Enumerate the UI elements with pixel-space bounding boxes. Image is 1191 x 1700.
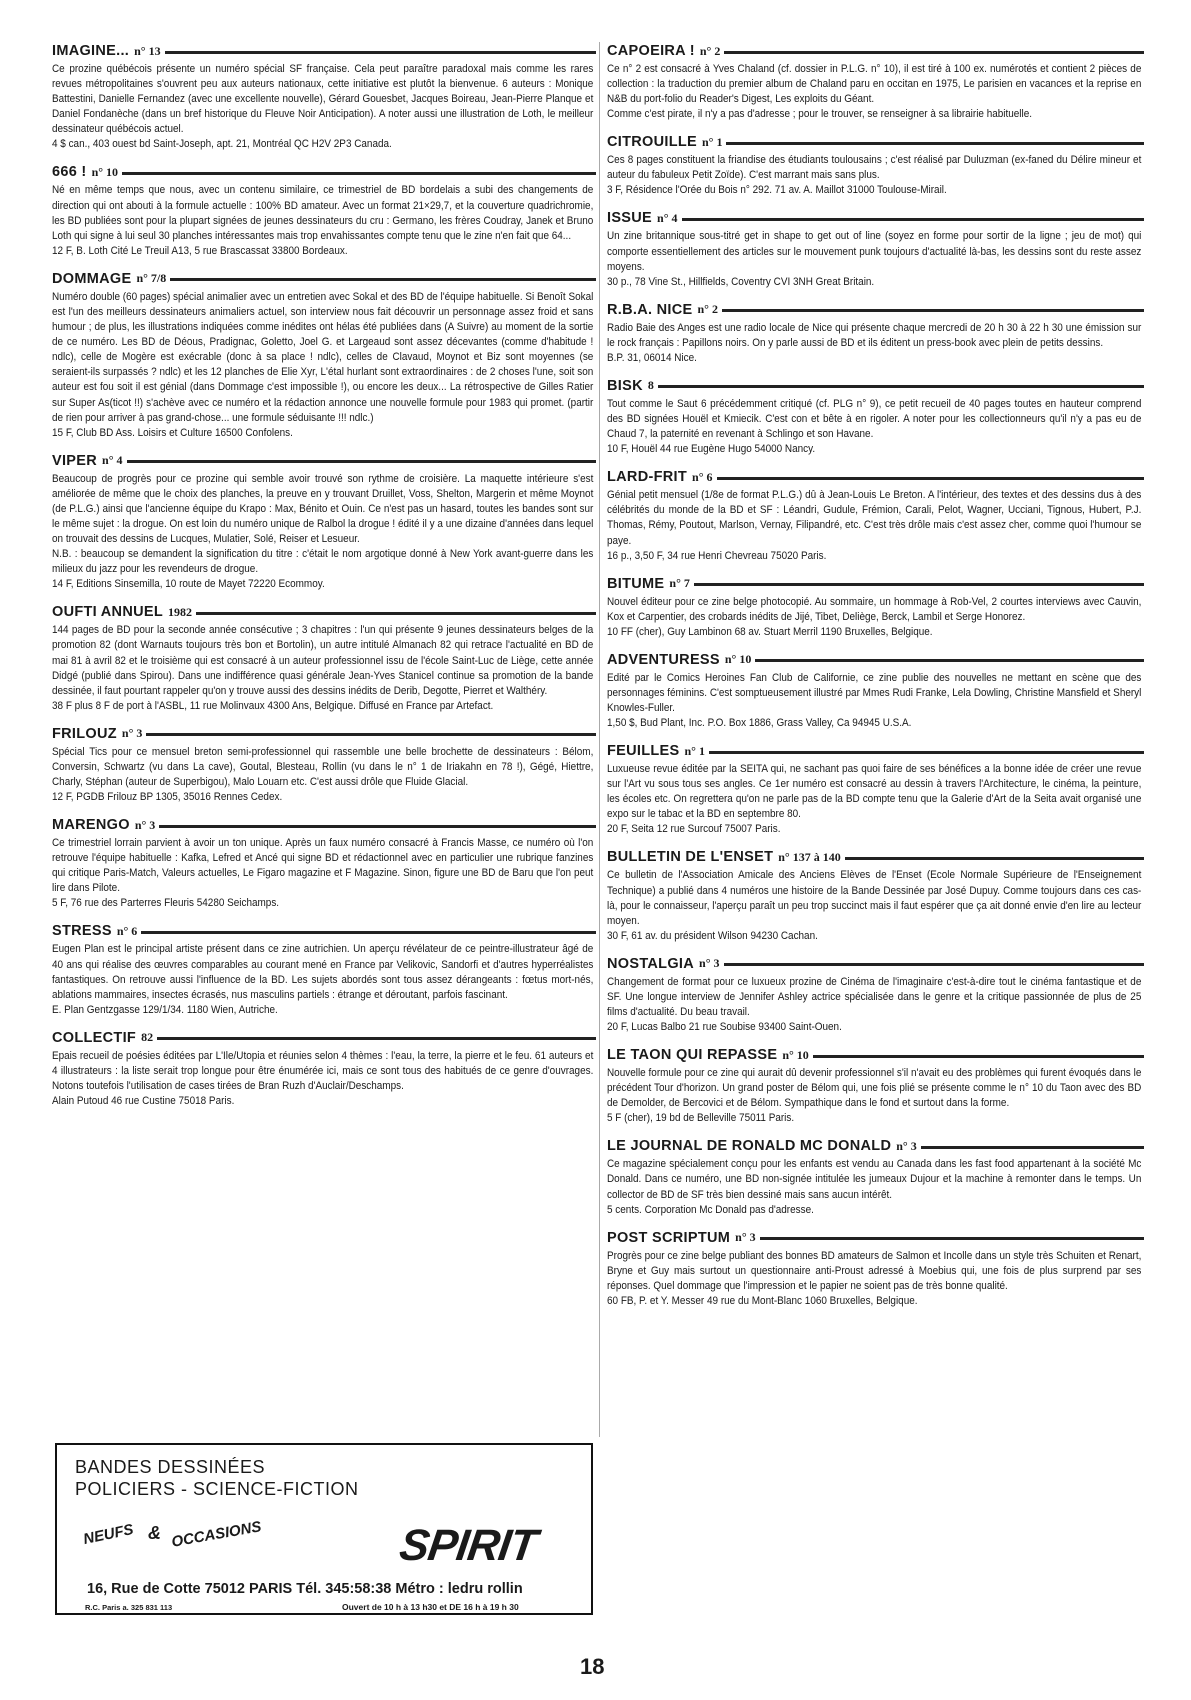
review-body	[607, 488, 1141, 548]
heading-rule	[694, 583, 1144, 586]
review-issue-number: n° 10	[782, 1047, 809, 1062]
heading-rule	[813, 1055, 1144, 1058]
review-entry	[52, 268, 596, 441]
review-body	[52, 1049, 593, 1094]
review-entry	[607, 466, 1144, 563]
review-heading	[607, 1135, 1144, 1157]
review-text: Ce n° 2 est consacré à Yves Chaland (cf. dossier in P.L.G. n° 10), il est tiré à 100 ex. numérotés et contient 2 pièces de collection : la traduction du premier album de Chaland paru en occitan en 1975, Le parisien en vacances et la reprise en N&B du port-folio du Reader's Digest, Les exploits du Géant.	[607, 63, 1142, 106]
ad-neufs: NEUFS	[81, 1520, 136, 1549]
review-text: Epais recueil de poésies éditées par L'Ile/Utopia et réunies selon 4 thèmes : l'eau, la terre, la pierre et le feu. 61 auteurs et 4 illustrateurs : la liste serait trop longue pour être énumérée ici, mais ce sont tous des habitués de ce genre d'ouvrages. Notons toutefois l'utilisation de cases tirées de Bran Ruzh d'Auclair/Deschamps.	[52, 1049, 594, 1093]
heading-rule	[146, 733, 596, 736]
review-heading	[607, 466, 1144, 488]
review-address: E. Plan Gentzgasse 129/1/34. 1180 Wien, Autriche.	[52, 1003, 278, 1016]
review-body	[607, 1249, 1141, 1294]
left-column	[52, 40, 596, 1118]
review-address: 10 F, Houël 44 rue Eugène Hugo 54000 Nancy.	[607, 443, 816, 456]
review-heading	[52, 268, 596, 290]
heading-rule	[722, 309, 1144, 312]
heading-rule	[726, 142, 1144, 145]
heading-rule	[921, 1146, 1144, 1149]
review-address: 20 F, Seita 12 rue Surcouf 75007 Paris.	[607, 823, 781, 836]
review-heading	[52, 920, 596, 942]
heading-rule	[724, 963, 1145, 966]
review-issue-number: n° 2	[699, 43, 721, 58]
review-body	[52, 472, 593, 578]
spirit-advertisement	[55, 1443, 593, 1615]
right-column	[607, 40, 1144, 1318]
review-text: Changement de format pour ce luxueux prozine de Cinéma de l'imaginaire c'est-à-dire tout le cinéma fantastique et de SF. Une longue interview de Jennifer Ashley actrice spécialisée dans le genre et la critique passionnée de plus de 25 films d'actualité. Du beau travail.	[607, 975, 1142, 1018]
review-text: Luxueuse revue éditée par la SEITA qui, ne sachant pas quoi faire de ses bénéfices a la bonne idée de créer une revue sur l'Art vu sous tous ses angles. Ce 1er numéro est consacré au dessin à travers l'Architecture, le cinéma, la peinture, les écoles etc. On regrettera qu'on ne parle pas de la BD compte tenu que la Galerie d'Art de la Seita avait organisé une expo sur le tabac et la BD en septembre 80.	[607, 763, 1142, 821]
review-address: 30 F, 61 av. du président Wilson 94230 Cachan.	[607, 929, 818, 942]
review-body	[607, 762, 1141, 822]
review-text: Nouvelle formule pour ce zine qui aurait dû devenir professionnel s'il n'avait eu des problèmes qui furent évoqués dans le précédent Tour d'horizon. Un grand poster de Bélom qui, une fois plié se présente comme le n° 10 du Taon avec des BD de Demolder, de Bercovici et de Bélom. Sympathique dans le fond et surtout dans la forme.	[607, 1067, 1142, 1110]
heading-rule	[141, 931, 596, 934]
ad-line-2: POLICIERS - SCIENCE-FICTION	[75, 1479, 359, 1499]
review-address: 3 F, Résidence l'Orée du Bois n° 292. 71 av. A. Maillot 31000 Toulouse-Mirail.	[607, 184, 947, 197]
heading-rule	[724, 51, 1144, 54]
review-body	[607, 229, 1141, 274]
review-address: Alain Putoud 46 rue Custine 75018 Paris.	[52, 1095, 235, 1108]
ad-hours: Ouvert de 10 h à 13 h30 et DE 16 h à 19 h 30	[342, 1602, 519, 1612]
review-text: Ce trimestriel lorrain parvient à avoir un ton unique. Après un faux numéro consacré à Francis Masse, ce numéro où l'on retrouve l'équipe habituelle : Kafka, Lefred et Ancé qui signe BD et rédactionnel avec en particulier une rubrique fanzines qui critique Paris-Match, Valeurs actuelles, Le Figaro magazine et F Magazine. Sinon, figure une BD de Baru que l'on peut lire dans Pilote.	[52, 837, 594, 895]
review-entry	[607, 207, 1144, 289]
heading-rule	[760, 1237, 1144, 1240]
review-heading	[607, 40, 1144, 62]
review-issue-number: n° 4	[657, 210, 678, 225]
review-address: 12 F, PGDB Frilouz BP 1305, 35016 Rennes Cedex.	[52, 791, 283, 804]
review-heading	[52, 814, 596, 836]
review-heading	[52, 601, 596, 623]
review-title: R.B.A. NICE	[607, 301, 693, 318]
review-body	[52, 183, 593, 243]
review-address: 30 p., 78 Vine St., Hillfields, Coventry CVI 3NH Great Britain.	[607, 275, 875, 288]
review-entry	[52, 450, 596, 593]
review-entry	[52, 601, 596, 713]
review-entry	[607, 299, 1144, 366]
review-heading	[52, 161, 596, 183]
review-issue-number: n° 10	[91, 164, 119, 179]
review-body	[607, 153, 1141, 183]
page-number: 18	[580, 1654, 605, 1679]
review-title: LARD-FRIT	[607, 469, 688, 486]
review-title: ISSUE	[607, 210, 653, 227]
review-entry	[607, 649, 1144, 731]
review-heading	[607, 1227, 1144, 1249]
heading-rule	[159, 825, 596, 828]
review-address: 4 $ can., 403 ouest bd Saint-Joseph, apt. 21, Montréal QC H2V 2P3 Canada.	[52, 138, 392, 151]
review-title: LE TAON QUI REPASSE	[607, 1047, 778, 1064]
review-body	[607, 1157, 1141, 1202]
review-title: NOSTALGIA	[607, 955, 695, 972]
review-body	[607, 1066, 1141, 1111]
review-entry	[52, 723, 596, 805]
review-body	[607, 62, 1141, 107]
review-heading	[607, 953, 1144, 975]
review-address: 5 cents. Corporation Mc Donald pas d'adresse.	[607, 1203, 814, 1216]
review-note: N.B. : beaucoup se demandent la signification du titre : c'était le nom argotique donné à New York avant-guerre dans les milieux du jazz pour les revendeurs de drogue.	[52, 548, 594, 576]
review-entry	[607, 131, 1144, 198]
review-issue-number: 82	[141, 1030, 154, 1045]
review-heading	[607, 1044, 1144, 1066]
review-title: COLLECTIF	[52, 1029, 137, 1046]
ad-address: 16, Rue de Cotte 75012 PARIS Tél. 345:58:38 Métro : ledru rollin	[87, 1581, 523, 1597]
review-issue-number: n° 6	[692, 469, 713, 484]
review-text: Ce prozine québécois présente un numéro spécial SF française. Cela peut paraître paradoxal mais comme les rares revues métropolitaines s'ouvrent peu aux auteurs nationaux, cette initiative est plutôt la bienvenue. 6 auteurs : Monique Battestini, Danielle Fernandez (avec une excellente nouvelle), Gérard Gouesbet, Jacques Boireau, Jean-Pierre Planque et Daniel Fondanèche (dans un bref historique du Fleuve Noir Anticipation). A noter aussi une illustration de Loth, le meilleur dessinateur québécois actuel.	[52, 63, 594, 136]
review-heading	[607, 740, 1144, 762]
review-body	[52, 623, 593, 698]
review-issue-number: n° 13	[134, 43, 161, 58]
review-title: MARENGO	[52, 817, 130, 834]
review-title: BISK	[607, 377, 643, 394]
ad-et: &	[148, 1523, 162, 1543]
review-issue-number: n° 3	[699, 956, 720, 971]
review-entry	[607, 375, 1144, 457]
heading-rule	[709, 751, 1144, 754]
review-entry	[52, 814, 596, 911]
review-entry	[52, 40, 596, 152]
ad-line-1: BANDES DESSINÉES	[75, 1457, 266, 1477]
review-text: Ce bulletin de l'Association Amicale des Anciens Elèves de l'Enset (Ecole Normale Supérieure de l'Enseignement Technique) a publié dans 4 numéros une histoire de la Bande Dessinée par José Dupuy. Comme toujours dans ces cas-là, pour le connaisseur, l'aperçu paraît un peu trop succinct mais il faut espérer que ça ait donné envie d'en lire au lecteur moyen.	[607, 869, 1142, 927]
review-heading	[607, 131, 1144, 153]
review-entry	[607, 846, 1144, 943]
review-title: CAPOEIRA !	[607, 43, 695, 59]
review-text: Ces 8 pages constituent la friandise des étudiants toulousains ; c'est réalisé par Duluzman (ex-faned du Délire mineur et auteur du fabuleux Petit Zoïde). C'est marrant mais sans plus.	[607, 154, 1142, 182]
review-text: Radio Baie des Anges est une radio locale de Nice qui présente chaque mercredi de 20 h 30 à 22 h 30 une émission sur le rock français : Papillons noirs. On y parle aussi de BD et ils éditent un press-book avec plein de petits dessins.	[607, 321, 1142, 349]
heading-rule	[717, 477, 1145, 480]
review-address: B.P. 31, 06014 Nice.	[607, 351, 697, 364]
review-title: STRESS	[52, 923, 112, 940]
review-title: ADVENTURESS	[607, 651, 720, 668]
review-title: FRILOUZ	[52, 725, 117, 742]
review-address: 16 p., 3,50 F, 34 rue Henri Chevreau 75020 Paris.	[607, 549, 827, 562]
review-address: 38 F plus 8 F de port à l'ASBL, 11 rue Molinvaux 4300 Ans, Belgique. Diffusé en France par Artefact.	[52, 699, 494, 712]
review-title: DOMMAGE	[52, 270, 132, 287]
review-issue-number: n° 137 à 140	[778, 849, 841, 864]
heading-rule	[845, 857, 1144, 860]
review-title: VIPER	[52, 452, 98, 469]
review-title: LE JOURNAL DE RONALD MC DONALD	[607, 1138, 892, 1155]
ad-rc: R.C. Paris a. 325 831 113	[85, 1603, 173, 1612]
review-issue-number: n° 2	[697, 302, 718, 317]
column-divider	[599, 42, 600, 1437]
review-address: 12 F, B. Loth Cité Le Treuil A13, 5 rue Brascassat 33800 Bordeaux.	[52, 244, 348, 257]
review-text: Né en même temps que nous, avec un contenu similaire, ce trimestriel de BD bordelais a subi des changements de direction qui ont abouti à la formule actuelle : 100% BD amateur. Avec un format 21×29,7, et la couverture quadrichromie, les BD publiées sont pour la plupart signées de jeunes dessinateurs du cru : Germano, les frères Coudray, Janek et Bruno Loth qui signe à lui seul 30 planches intéressantes mais trop envahissantes compte tenu que le zine n'en fait que 64...	[52, 184, 594, 242]
review-body	[607, 671, 1141, 716]
review-text: Nouvel éditeur pour ce zine belge photocopié. Au sommaire, un hommage à Rob-Vel, 2 courtes interviews avec Cauvin, Kox et Carpentier, des crobards inédits de Jijé, Tibet, Deliège, Berck, Lambil et Serge Honorez.	[607, 595, 1142, 623]
review-entry	[52, 161, 596, 258]
review-title: FEUILLES	[607, 743, 680, 760]
review-entry	[607, 740, 1144, 837]
review-entry	[52, 920, 596, 1017]
review-body	[52, 290, 593, 426]
review-issue-number: n° 1	[702, 134, 723, 149]
review-heading	[52, 1027, 596, 1049]
review-text: Progrès pour ce zine belge publiant des bonnes BD amateurs de Salmon et Incolle dans un style très Schuiten et Renart, Bryne et Guy mais surtout un questionnaire anti-Proust adressé à Moebius qui, une fois de plus surprend par ses réponses. Quel dommage que l'impression et le papier ne soient pas de très bonne qualité.	[607, 1249, 1142, 1292]
review-address: 5 F, 76 rue des Parterres Fleuris 54280 Seichamps.	[52, 897, 280, 910]
review-issue-number: n° 4	[102, 453, 123, 468]
ad-occasions: OCCASIONS	[170, 1518, 263, 1551]
heading-rule	[196, 612, 596, 615]
review-heading	[607, 207, 1144, 229]
heading-rule	[127, 460, 597, 463]
review-text: Génial petit mensuel (1/8e de format P.L.G.) dû à Jean-Louis Le Breton. A l'intérieur, des textes et des dessins dus à des célébrités du monde de la BD et SF : Léandri, Gudule, Frémion, Carali, Pelot, Wagner, Ucciani, Tignous, Hubert, P.J. Thomas, Rémy, Poutout, Marlson, Vernay, Filipandré, etc. C'est très drôle mais c'est assez cher, comme quoi l'humour se paye.	[607, 489, 1142, 547]
review-issue-number: n° 7	[669, 576, 690, 591]
review-title: 666 !	[52, 164, 87, 181]
heading-rule	[755, 659, 1144, 662]
ad-slogan	[81, 1518, 263, 1551]
review-entry	[607, 40, 1144, 122]
review-title: IMAGINE...	[52, 43, 130, 59]
review-body	[607, 397, 1141, 442]
heading-rule	[157, 1037, 596, 1040]
review-text: Beaucoup de progrès pour ce prozine qui semble avoir trouvé son rythme de croisière. La maquette intérieure s'est améliorée de même que le choix des planches, la preuve en y trouvant Druillet, Voss, Shelton, Margerin et même Moynot (de P.L.G.) ainsi que l'ancienne équipe du Krapo : Max, Bénito et Ouin. Ce n'est pas un hasard, toutes les bandes sont sur le même sujet : la drogue. On est loin du numéro unique de Ralbol la drogue ! édité il y a une dizaine d'années dans lequel on trouvait des dessins de Lucques, Mulatier, Solé, Reiser et Lesueur.	[52, 472, 594, 546]
review-entry	[607, 1044, 1144, 1126]
review-body	[607, 595, 1141, 625]
review-text: Edité par le Comics Heroines Fan Club de Californie, ce zine publie des nouvelles ne mettant en scène que des personnages féminins. C'est somptueusement illustré par Mmes Rudi Franke, Lela Dowling, Christine Mansfield et Sheryl Knowles-Fuller.	[607, 671, 1142, 714]
review-heading	[52, 723, 596, 745]
review-issue-number: n° 10	[724, 652, 752, 667]
review-title: BITUME	[607, 575, 665, 592]
review-text: Numéro double (60 pages) spécial animalier avec un entretien avec Sokal et des BD de l'équipe habituelle. Si Benoît Sokal est l'un des meilleurs dessinateurs animaliers actuel, son interview nous fait découvrir un personnage assez froid et sans humour ; de plus, les illustrations indiquées comme inédites ont hélas été publiées dans (A Suivre) au moment de la sortie de ce numéro. Les BD de Déous, Pradignac, Goletto, Joel G. et Largeaud sont assez décevantes (comme d'habitude ! ndlc), celle de Mogère est exécrable (donc à sa place ! ndlc), celles de Clavaud, Moynot et Biz sont moyennes (se seraient-ils surpassés ? ndlc) et les 12 planches de Elie Xyr, L'étal hurlant sont extraordinaires : de 2 choses l'une, soit son auteur est fou soit il est génial (dans Dommage c'est impossible !), ou encore les deux... La rétrospective de Gilles Ratier sur Super As(ticot !!) s'achève avec ce numéro et la rédaction annonce une nouvelle formule pour 1983 qui promet. (partir de rien pour arriver à pas grand-chose... une formule séduisante !!! ndlc.)	[52, 290, 594, 424]
review-heading	[607, 846, 1144, 868]
review-address: 5 F (cher), 19 bd de Belleville 75011 Paris.	[607, 1112, 795, 1125]
review-text: Tout comme le Saut 6 précédemment critiqué (cf. PLG n° 9), ce petit recueil de 40 pages toutes en hauteur comprend des BD signées Houël et Kmiecik. C'est con et bête à en rigoler. A noter pour les collectionneurs qu'il n'y a pas eu de Chaud 7, la paternité en revenant à Schlingo et son Havane.	[607, 397, 1142, 441]
heading-rule	[122, 172, 596, 175]
review-text: 144 pages de BD pour la seconde année consécutive ; 3 chapitres : l'un qui présente 9 jeunes dessinateurs belges de la promotion 82 (dont Warnauts toujours très bon et Bortolin), un autre intitulé Almanach 82 qui retrace l'actualité en BD de mai 81 à avril 82 et le troisième qui est consacré à un auteur professionnel issu de l'école Saint-Luc de Liège, cette année Didgé (publié dans Spirou). Dans une indifférence quasi générale Jean-Yves Stanicel continue sa promotion de la bande dessinée, il faut pourtant rappeler qu'on y trouve aussi des dessins inédits de Derib, Degotte, Pierret et Walthéry.	[52, 624, 594, 697]
review-issue-number: n° 6	[116, 923, 138, 938]
review-body	[607, 321, 1141, 351]
review-issue-number: 8	[647, 378, 654, 393]
review-issue-number: n° 1	[684, 743, 705, 758]
review-body	[607, 868, 1141, 928]
review-heading	[607, 375, 1144, 397]
review-heading	[607, 649, 1144, 671]
review-issue-number: n° 3	[735, 1230, 756, 1245]
review-address: 15 F, Club BD Ass. Loisirs et Culture 16500 Confolens.	[52, 426, 293, 439]
review-body	[607, 975, 1141, 1020]
review-text: Ce magazine spécialement conçu pour les enfants est vendu au Canada dans les fast food appartenant à la société Mc Donald. Dans ce numéro, une BD non-signée intitulée les jumeaux Dujour et la machine à remonter dans le temps. Un collector de BD de SF très bien dessiné mais sans aucun intérêt.	[607, 1158, 1142, 1201]
review-issue-number: 1982	[168, 604, 192, 619]
review-heading	[607, 299, 1144, 321]
review-heading	[52, 450, 596, 472]
review-address: Comme c'est pirate, il n'y a pas d'adresse ; pour le trouver, se renseigner à sa librairie habituelle.	[607, 108, 1033, 121]
review-entry	[607, 1227, 1144, 1309]
review-address: 14 F, Editions Sinsemilla, 10 route de Mayet 72220 Ecommoy.	[52, 578, 325, 591]
heading-rule	[165, 51, 596, 54]
review-body	[52, 942, 593, 1002]
review-text: Spécial Tics pour ce mensuel breton semi-professionnel qui rassemble une belle brochette de dessinateurs : Bélom, Conversin, Schwartz (vu dans La cave), Goutal, Blesteau, Rollin (vu dans le n° 1 de Iriakahn en 78 !), Gégé, Hiettre, Charly, Stéphan (auteur de Superbigou), Malo Louarn etc. C'est aussi drôle que Fluide Glacial.	[52, 745, 594, 788]
review-text: Eugen Plan est le principal artiste présent dans ce zine autrichien. Un aperçu révélateur de ce peintre-illustrateur âgé de 40 ans qui réalise des œuvres comparables au courant mené en France par Velikovic, Sandorfi et d'autres hyperréalistes fantastiques. On retrouve aussi l'influence de la BD. Les sujets abordés sont tous assez dérangeants : fœtus mort-nés, ablations mammaires, insectes écrasés, nus masculins partiels : étrange et déroutant, parfois fascinant.	[52, 943, 594, 1001]
review-text: Un zine britannique sous-titré get in shape to get out of line (soyez en forme pour sortir de la ligne ; jeu de mot) qui comporte essentiellement des articles sur le mouvement punk toujours d'actualité là-bas, les dessins sont du reste assez moyens.	[607, 230, 1142, 273]
review-issue-number: n° 3	[121, 726, 143, 741]
review-body	[52, 62, 593, 137]
review-issue-number: n° 7/8	[136, 271, 167, 286]
review-issue-number: n° 3	[134, 817, 156, 832]
review-title: POST SCRIPTUM	[607, 1229, 731, 1246]
review-address: 1,50 $, Bud Plant, Inc. P.O. Box 1886, Grass Valley, Ca 94945 U.S.A.	[607, 717, 912, 730]
review-body	[52, 745, 593, 790]
review-title: BULLETIN DE L'ENSET	[607, 849, 774, 866]
review-heading	[607, 573, 1144, 595]
review-body	[52, 836, 593, 896]
review-heading	[52, 40, 596, 62]
heading-rule	[682, 218, 1145, 221]
review-entry	[607, 573, 1144, 640]
heading-rule	[658, 385, 1144, 388]
review-entry	[607, 1135, 1144, 1217]
review-address: 10 FF (cher), Guy Lambinon 68 av. Stuart Merril 1190 Bruxelles, Belgique.	[607, 625, 933, 638]
review-address: 60 FB, P. et Y. Messer 49 rue du Mont-Blanc 1060 Bruxelles, Belgique.	[607, 1294, 918, 1307]
review-title: OUFTI ANNUEL	[52, 604, 163, 621]
review-entry	[607, 953, 1144, 1035]
review-entry	[52, 1027, 596, 1109]
review-address: 20 F, Lucas Balbo 21 rue Soubise 93400 Saint-Ouen.	[607, 1021, 842, 1034]
ad-brand-logo: SPIRIT	[396, 1521, 540, 1570]
heading-rule	[170, 278, 596, 281]
review-issue-number: n° 3	[896, 1138, 917, 1153]
review-title: CITROUILLE	[607, 134, 697, 151]
